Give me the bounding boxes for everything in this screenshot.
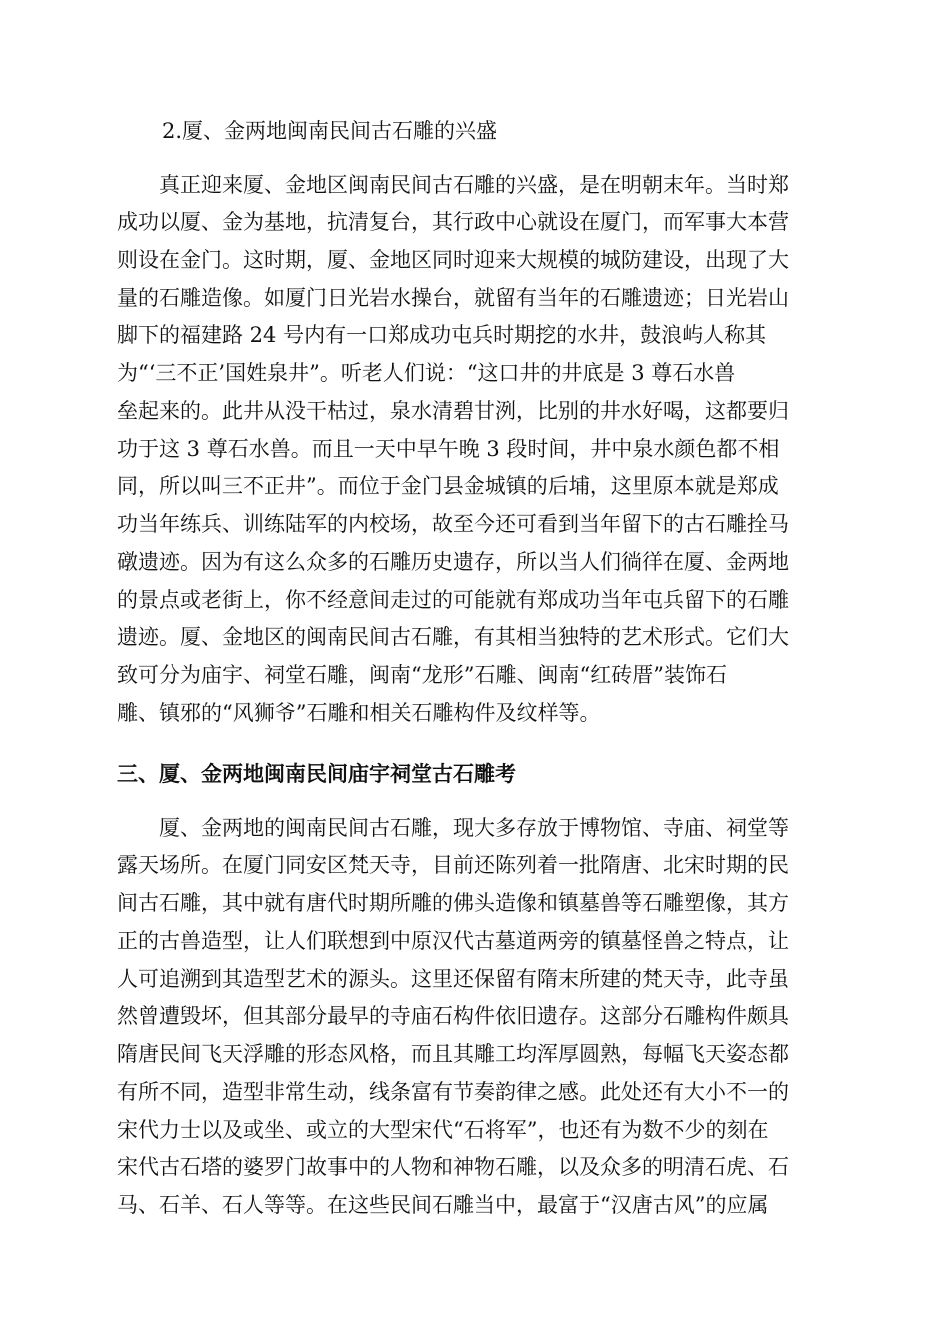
- paragraph-line: 的景点或老街上，你不经意间走过的可能就有郑成功当年屯兵留下的石雕: [117, 588, 789, 612]
- paragraph-line: 遗迹。厦、金地区的闽南民间古石雕，有其相当独特的艺术形式。它们大: [117, 625, 789, 649]
- section-heading: 三、厦、金两地闽南民间庙宇祠堂古石雕考: [117, 762, 516, 786]
- paragraph-line: 脚下的福建路 24 号内有一口郑成功屯兵时期挖的水井，鼓浪屿人称其: [117, 323, 767, 347]
- paragraph-line: 马、石羊、石人等等。在这些民间石雕当中，最富于“汉唐古风”的应属: [117, 1193, 769, 1217]
- paragraph-line: 然曾遭毁坏，但其部分最早的寺庙石构件依旧遗存。这部分石雕构件颇具: [117, 1004, 789, 1028]
- paragraph-line: 功当年练兵、训练陆军的内校场，故至今还可看到当年留下的古石雕拴马: [117, 512, 789, 536]
- paragraph-line: 成功以厦、金为基地，抗清复台，其行政中心就设在厦门，而军事大本营: [117, 210, 789, 234]
- paragraph-line: 功于这 3 尊石水兽。而且一天中早午晚 3 段时间，井中泉水颜色都不相: [117, 437, 780, 461]
- paragraph-line: 礅遗迹。因为有这么众多的石雕历史遗存，所以当人们徜徉在厦、金两地: [117, 550, 789, 574]
- paragraph-line: 量的石雕造像。如厦门日光岩水操台，就留有当年的石雕遗迹；日光岩山: [117, 286, 789, 310]
- paragraph-line: 雕、镇邪的“风狮爷”石雕和相关石雕构件及纹样等。: [117, 701, 601, 725]
- paragraph-line: 真正迎来厦、金地区闽南民间古石雕的兴盛，是在明朝末年。当时郑: [117, 173, 789, 197]
- paragraph-line: 致可分为庙宇、祠堂石雕，闽南“龙形”石雕、闽南“红砖厝”装饰石: [117, 663, 727, 687]
- paragraph-line: 宋代力士以及或坐、或立的大型宋代“石将军”，也还有为数不少的刻在: [117, 1118, 769, 1142]
- paragraph-line: 有所不同，造型非常生动，线条富有节奏韵律之感。此处还有大小不一的: [117, 1080, 789, 1104]
- paragraph-line: 为“‘三不正’国姓泉井”。听老人们说：“这口井的井底是 3 尊石水兽: [117, 361, 736, 385]
- paragraph-line: 露天场所。在厦门同安区梵天寺，目前还陈列着一批隋唐、北宋时期的民: [117, 853, 789, 877]
- subsection-heading: 2.厦、金两地闽南民间古石雕的兴盛: [162, 119, 498, 143]
- paragraph-line: 宋代古石塔的婆罗门故事中的人物和神物石雕，以及众多的明清石虎、石: [117, 1155, 789, 1179]
- paragraph-line: 同，所以叫三不正井”。而位于金门县金城镇的后埔，这里原本就是郑成: [117, 474, 779, 498]
- paragraph-line: 垒起来的。此井从没干枯过，泉水清碧甘洌，比别的井水好喝，这都要归: [117, 399, 789, 423]
- paragraph-line: 正的古兽造型，让人们联想到中原汉代古墓道两旁的镇墓怪兽之特点，让: [117, 929, 789, 953]
- paragraph-line: 则设在金门。这时期，厦、金地区同时迎来大规模的城防建设，出现了大: [117, 248, 789, 272]
- paragraph-line: 厦、金两地的闽南民间古石雕，现大多存放于博物馆、寺庙、祠堂等: [117, 816, 789, 840]
- paragraph-line: 隋唐民间飞天浮雕的形态风格，而且其雕工均浑厚圆熟，每幅飞天姿态都: [117, 1042, 789, 1066]
- paragraph-line: 间古石雕，其中就有唐代时期所雕的佛头造像和镇墓兽等石雕塑像，其方: [117, 891, 789, 915]
- paragraph-line: 人可追溯到其造型艺术的源头。这里还保留有隋末所建的梵天寺，此寺虽: [117, 967, 789, 991]
